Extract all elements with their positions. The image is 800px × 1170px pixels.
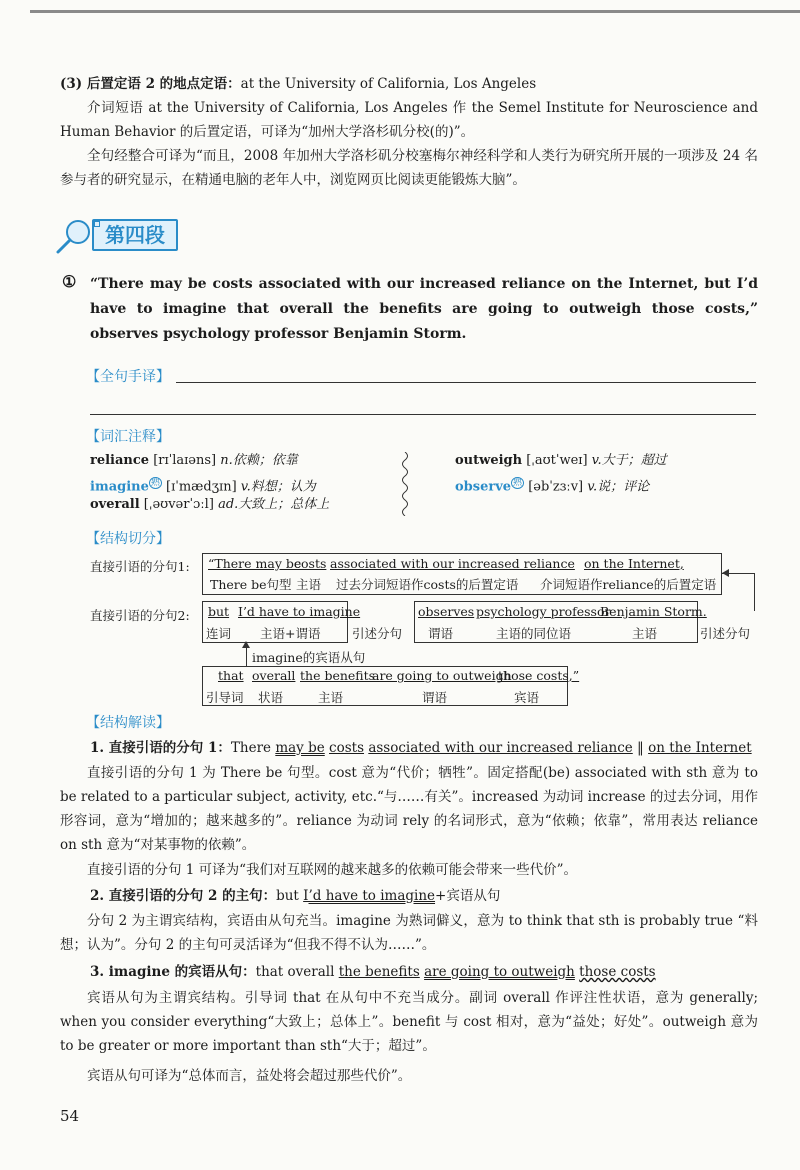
diagram-zh: There be句型 [210, 577, 292, 592]
diagram-en: those costs,” [498, 668, 580, 683]
vocab-word: reliance [90, 453, 150, 468]
diagram-en: observes [418, 604, 475, 619]
h1-part: associated with our increased reliance [368, 740, 633, 756]
diagram-zh: 连词 [206, 626, 232, 641]
analysis-heading-2 [90, 884, 758, 908]
diagram-zh: 主语 [318, 690, 344, 705]
arrow-up [242, 641, 250, 648]
diagram-en: “There may be [208, 556, 302, 571]
vocab-phonetic: [əbˈzɜːv] [528, 479, 584, 495]
intro-para1: 介词短语 at the University of California, Los Angeles 作 the Semel Institute for Neuroscience and Human Behavior 的后置定语，可译为“加州大学洛杉矶分校(的)”。 [60, 100, 758, 140]
obj-clause-label: imagine的宾语从句 [252, 650, 366, 665]
vocab-phonetic: [ˌəʊvərˈɔːl] [143, 497, 214, 512]
h2-part: I [303, 888, 309, 904]
h3-part: are going to outweigh [424, 964, 575, 980]
sentence-marker: ① [62, 272, 77, 291]
analysis-para-4: 宾语从句为主谓宾结构。引导词 that 在从句中不充当成分。副词 overall 作评注性状语，意为 generally; when you consider everything“大致上；总体上”。benefit 与 cost 相对，意为“益处；好处”。outweigh 意为 to be greater or more important than sth“大于；超过”。 [60, 990, 758, 1054]
clause1-label: 直接引语的分句1: [90, 559, 190, 574]
h2-part: but [276, 888, 304, 904]
divider-wave [398, 452, 412, 516]
connector-line [754, 573, 755, 611]
translate-label: 【全句手译】 [86, 369, 170, 385]
page-number: 54 [60, 1107, 80, 1125]
vocab-def: v.说；评论 [587, 479, 650, 495]
vocab-def: ad.大致上；总体上 [218, 497, 330, 512]
diagram-en: on the Internet, [584, 556, 684, 571]
vocab-word: observe [455, 479, 512, 495]
intro-heading [60, 72, 758, 96]
vocab-word: outweigh [455, 453, 523, 468]
analysis-label: 【结构解读】 [86, 715, 170, 731]
vocab-label: 【词汇注释】 [86, 429, 170, 445]
h1-part: costs [329, 740, 365, 756]
vocab-phonetic: [ˌaʊtˈweɪ] [526, 453, 588, 468]
h2-part: +宾语从句 [435, 888, 501, 904]
diagram-zh: 引导词 [206, 690, 244, 705]
sentence-text: “There may be costs associated with our increased reliance on the Internet, but I’d have to imagine that overall the benefits are going to outweigh those costs,” observes psychology professor Benjamin Storm. [90, 276, 758, 342]
diagram-en: I’d have to imagine [238, 604, 361, 619]
h1-part: on the Internet [648, 740, 752, 756]
h1-part: may be [275, 740, 325, 756]
h1-part: ‖ [632, 740, 649, 756]
vocab-word: overall [90, 497, 140, 512]
diagram-zh: 主语的同位语 [496, 626, 572, 641]
vocab-item [455, 450, 667, 472]
analysis-heading-1-title: 1. 直接引语的分句 1： [90, 740, 231, 756]
diagram-zh: 状语 [258, 690, 284, 705]
vocab-def: v.料想；认为 [240, 479, 316, 495]
answer-line-2 [90, 414, 756, 415]
vocab-word: imagine [90, 479, 149, 495]
diagram-en: psychology professor [476, 604, 611, 619]
vocab-def: n.依赖；依靠 [220, 453, 298, 468]
diagram-en: associated with our increased reliance [330, 556, 575, 571]
intro-heading-cn: (3) 后置定语 2 的地点定语： [60, 76, 241, 92]
h1-part: There [230, 740, 276, 756]
analysis-heading-2-title: 2. 直接引语的分句 2 的主句： [90, 888, 277, 904]
analysis-heading-3 [90, 960, 758, 984]
h3-part: that overall [255, 964, 339, 980]
diagram-zh: 过去分词短语作costs的后置定语 [336, 577, 519, 592]
structure-label: 【结构切分】 [86, 531, 170, 547]
magnifier-icon [52, 216, 96, 260]
h3-part: the benefits [338, 964, 420, 980]
vocab-item [90, 450, 298, 472]
diagram-en: are going to outweigh [372, 668, 512, 683]
diagram-zh: 谓语 [428, 626, 454, 641]
reporting-label-right: 引述分句 [700, 626, 751, 641]
answer-line-1 [176, 382, 756, 383]
analysis-para-1: 直接引语的分句 1 为 There be 句型。cost 意为“代价；牺牲”。固定搭配(be) associated with sth 意为 to be related to a particular subject, activity, etc.“与……有关”。increased 为动词 increase 的过去分词，用作形容词，意为“增加的；越来越多的”。reliance 为动词 rely 的名词形式，意为“依赖；依靠”，常用表达 reliance on sth 意为“对某事物的依赖”。 [60, 765, 758, 853]
diagram-zh: 主语 [296, 577, 322, 592]
section-title: 第四段 [105, 223, 165, 247]
top-border [30, 10, 800, 13]
diagram-en: the benefits [300, 668, 376, 683]
intro-heading-en: at the University of California, Los Angeles [240, 76, 537, 92]
analysis-para-5: 宾语从句可译为“总体而言，益处将会超过那些代价”。 [87, 1068, 412, 1084]
arrow-left [722, 569, 729, 577]
vocab-item [455, 472, 649, 498]
clause2-label: 直接引语的分句2: [90, 608, 190, 623]
vocab-badge: 熟 [150, 478, 160, 488]
diagram-en: overall [252, 668, 296, 683]
analysis-para-2: 直接引语的分句 1 可译为“我们对互联网的越来越多的依赖可能会带来一些代价”。 [87, 862, 577, 878]
vocab-phonetic: [rɪˈlaɪəns] [153, 453, 217, 468]
diagram-zh: 谓语 [422, 690, 448, 705]
h3-part: those costs [579, 964, 656, 980]
intro-para2: 全句经整合可译为“而且，2008 年加州大学洛杉矶分校塞梅尔神经科学和人类行为研究所开展的一项涉及 24 名参与者的研究显示，在精通电脑的老年人中，浏览网页比阅读更能锻炼大脑”。 [60, 148, 758, 188]
vocab-phonetic: [ɪˈmædʒɪn] [166, 479, 237, 495]
analysis-heading-1 [90, 736, 758, 760]
vocab-item [90, 494, 329, 516]
diagram-zh: 介词短语作reliance的后置定语 [540, 577, 717, 592]
diagram-en: Benjamin Storm. [600, 604, 707, 619]
reporting-label: 引述分句 [352, 626, 403, 641]
diagram-en: that [218, 668, 244, 683]
diagram-zh: 宾语 [514, 690, 540, 705]
diagram-en: but [208, 604, 230, 619]
analysis-heading-3-title: 3. imagine 的宾语从句： [90, 964, 256, 980]
diagram-zh: 主语+谓语 [260, 626, 321, 641]
diagram-zh: 主语 [632, 626, 658, 641]
diagram-en: costs [294, 556, 327, 571]
analysis-para-3: 分句 2 为主谓宾结构，宾语由从句充当。imagine 为熟词僻义，意为 to think that sth is probably true “料想；认为”。分句 2 的主句可灵活译为“但我不得不认为……”。 [60, 913, 758, 953]
h2-part: ’d have to imagine [308, 888, 436, 904]
vocab-def: v.大于；超过 [591, 453, 667, 468]
vocab-badge: 熟 [513, 478, 523, 488]
